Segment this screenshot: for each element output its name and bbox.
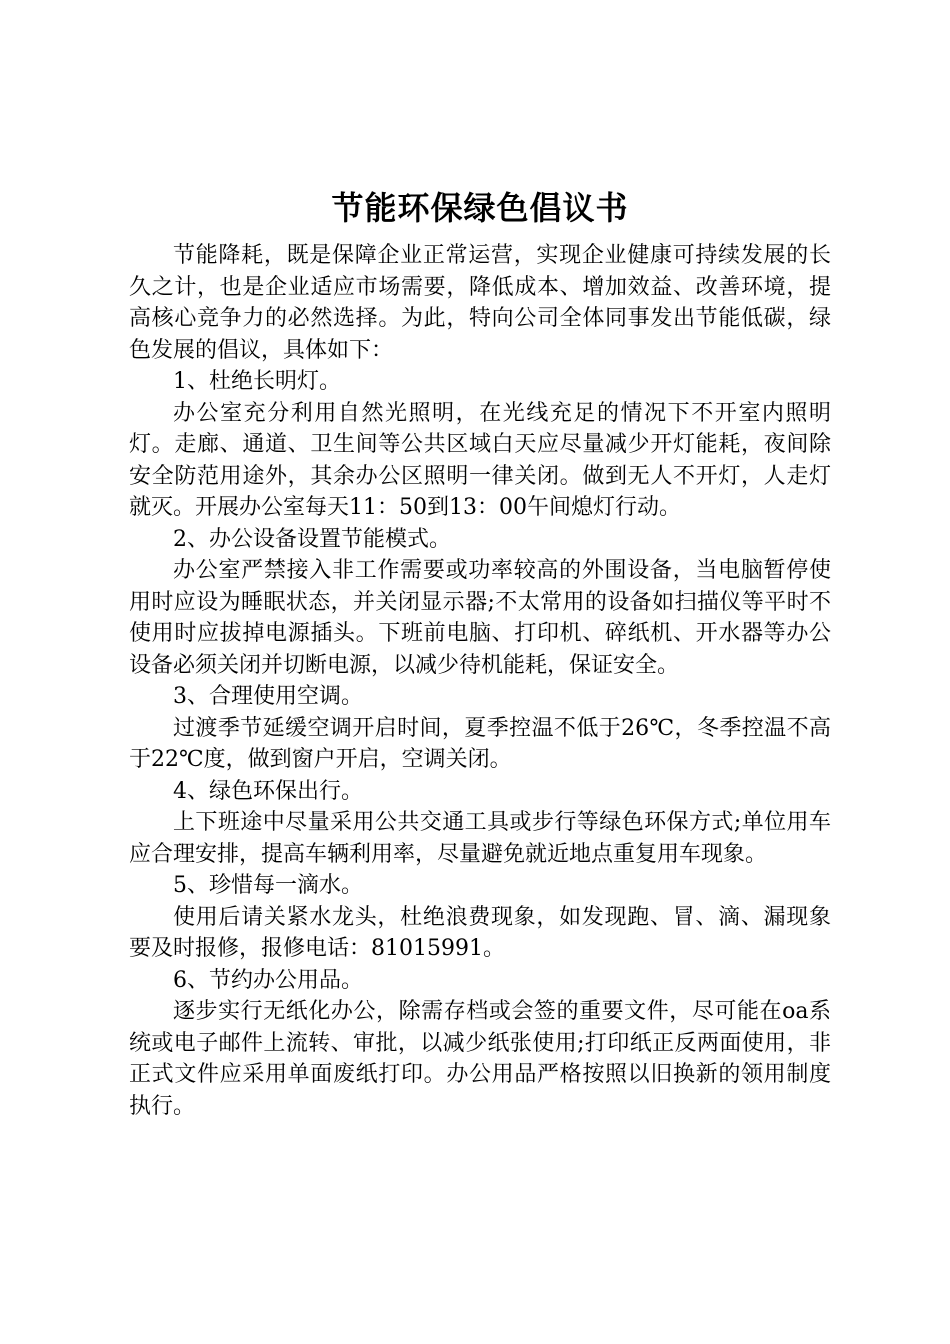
- section-4-heading: 4、绿色环保出行。: [173, 778, 363, 804]
- section-6-body: 逐步实行无纸化办公，除需存档或会签的重要文件，尽可能在oa系统或电子邮件上流转、审批，以减少纸张使用;打印纸正反两面使用，非正式文件应采用单面废纸打印。办公用品严格按照以旧换新的领用制度执行。: [129, 999, 831, 1119]
- section-1-heading: 1、杜绝长明灯。: [173, 369, 341, 394]
- section-3-body: 过渡季节延缓空调开启时间，夏季控温不低于26℃，冬季控温不高于22℃度，做到窗户开启，空调关闭。: [129, 715, 831, 772]
- section-5-body: 使用后请关紧水龙头，杜绝浪费现象，如发现跑、冒、滴、漏现象要及时报修，报修电话：81015991。: [129, 904, 831, 961]
- section-1-body: 办公室充分利用自然光照明，在光线充足的情况下不开室内照明灯。走廊、通道、卫生间等公共区域白天应尽量减少开灯能耗，夜间除安全防范用途外，其余办公区照明一律关闭。做到无人不开灯，人走灯就灭。开展办公室每天11：50到13：00午间熄灯行动。: [129, 400, 831, 520]
- document-page: [129, 180, 831, 1122]
- intro-paragraph: 节能降耗，既是保障企业正常运营，实现企业健康可持续发展的长久之计，也是企业适应市场需要，降低成本、增加效益、改善环境，提高核心竞争力的必然选择。为此，特向公司全体同事发出节能低碳，绿色发展的倡议，具体如下：: [129, 243, 831, 363]
- section-5-heading: 5、珍惜每一滴水。: [173, 873, 363, 898]
- section-2-heading: 2、办公设备设置节能模式。: [173, 526, 451, 552]
- section-3-heading: 3、合理使用空调。: [173, 684, 363, 709]
- section-2-body: 办公室严禁接入非工作需要或功率较高的外围设备，当电脑暂停使用时应设为睡眠状态，并关闭显示器;不太常用的设备如扫描仪等平时不使用时应拔掉电源插头。下班前电脑、打印机、碎纸机、开水器等办公设备必须关闭并切断电源，以减少待机能耗，保证安全。: [129, 558, 831, 678]
- document-title: 节能环保绿色倡议书: [331, 189, 629, 227]
- section-4-body: 上下班途中尽量采用公共交通工具或步行等绿色环保方式;单位用车应合理安排，提高车辆利用率，尽量避免就近地点重复用车现象。: [129, 810, 831, 867]
- section-6-heading: 6、节约办公用品。: [173, 967, 363, 993]
